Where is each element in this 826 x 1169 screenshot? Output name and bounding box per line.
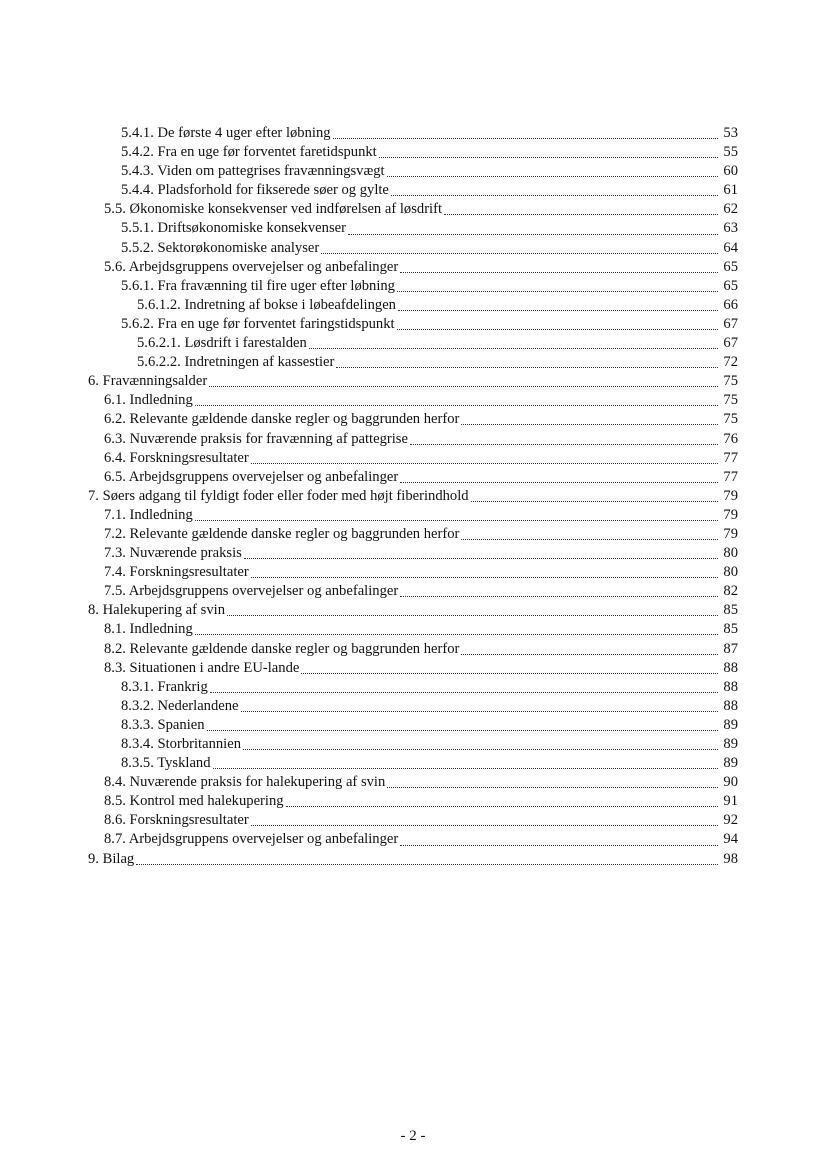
toc-entry-title [104,430,408,449]
toc-entry-text: Indledning [129,506,193,523]
toc-entry[interactable] [0,601,738,620]
toc-entry-title [121,124,331,143]
toc-entry-title [104,525,459,544]
dot-leader [213,768,718,769]
dot-leader [461,654,718,655]
toc-entry-number: 6. [88,373,99,390]
toc-entry-page: 65 [723,258,738,275]
toc-entry-text: Arbejdsgruppens overvejelser og anbefalinger [128,258,399,275]
toc-entry-text: Indretningen af kassestier [184,354,335,371]
toc-entry-title [104,506,193,525]
toc-entry-page: 79 [723,525,738,542]
toc-entry-text: Halekupering af svin [102,602,225,619]
toc-entry[interactable] [0,162,738,181]
toc-entry-number: 8.3.3. [121,716,154,733]
toc-entry-title [104,792,284,811]
dot-leader [321,253,718,254]
toc-entry-text: Fra en uge før forventet faringstidspunkt [157,315,395,332]
toc-entry[interactable] [0,640,738,659]
toc-entry[interactable] [0,773,738,792]
toc-entry[interactable] [0,735,738,754]
toc-entry-title [104,258,398,277]
dot-leader [387,787,718,788]
dot-leader [471,501,718,502]
dot-leader [241,711,718,712]
toc-entry-number: 8.2. [104,640,126,657]
toc-entry[interactable] [0,315,738,334]
toc-entry-number: 5.5.1. [121,220,154,237]
toc-entry-text: Bilag [102,850,135,867]
toc-entry-page: 75 [723,373,738,390]
dot-leader [244,558,718,559]
dot-leader [397,291,718,292]
toc-entry-page: 94 [723,831,738,848]
toc-entry[interactable] [0,353,738,372]
toc-entry-title [121,716,205,735]
toc-entry-page: 79 [723,487,738,504]
toc-entry-number: 6.5. [104,468,126,485]
toc-entry[interactable] [0,449,738,468]
toc-entry-title [104,468,398,487]
toc-entry[interactable] [0,468,738,487]
toc-entry[interactable] [0,697,738,716]
toc-entry[interactable] [0,296,738,315]
toc-entry-text: Fra en uge før forventet faretidspunkt [157,144,377,161]
dot-leader [387,176,718,177]
toc-entry-title [104,659,299,678]
toc-entry[interactable] [0,754,738,773]
toc-entry-number: 8.1. [104,621,126,638]
toc-entry-title [121,678,208,697]
toc-entry-text: Pladsforhold for fikserede søer og gylte [157,182,389,199]
toc-entry-text: Situationen i andre EU-lande [129,659,300,676]
toc-entry[interactable] [0,124,738,143]
toc-entry-title [104,544,242,563]
toc-entry-title [121,735,241,754]
toc-entry-title [104,200,442,219]
toc-entry-page: 85 [723,621,738,638]
toc-entry-number: 7. [88,487,99,504]
toc-entry-page: 62 [723,201,738,218]
toc-entry-title [121,277,395,296]
toc-entry[interactable] [0,239,738,258]
toc-entry-page: 80 [723,545,738,562]
toc-entry-page: 77 [723,468,738,485]
toc-entry[interactable] [0,563,738,582]
toc-entry-number: 6.4. [104,449,126,466]
toc-entry[interactable] [0,430,738,449]
toc-entry-number: 6.1. [104,392,126,409]
toc-entry-text: Indretning af bokse i løbeafdelingen [184,296,396,313]
toc-entry-number: 6.2. [104,411,126,428]
toc-entry-text: Nuværende praksis for fravænning af pattegrise [129,430,408,447]
toc-entry[interactable] [0,506,738,525]
toc-entry[interactable] [0,181,738,200]
toc-entry[interactable] [0,219,738,238]
toc-entry-text: Arbejdsgruppens overvejelser og anbefalinger [128,583,399,600]
dot-leader [348,234,718,235]
dot-leader [398,310,718,311]
toc-entry[interactable] [0,277,738,296]
dot-leader [379,157,718,158]
toc-entry-text: Indledning [129,392,193,409]
toc-entry-title [121,239,319,258]
dot-leader [391,195,718,196]
toc-entry-title [104,582,398,601]
toc-entry[interactable] [0,811,738,830]
toc-entry-page: 89 [723,755,738,772]
toc-entry-text: Forskningsresultater [129,449,249,466]
toc-entry-page: 53 [723,125,738,141]
toc-entry[interactable] [0,678,738,697]
toc-entry-number: 5.6. [104,258,126,275]
toc-entry-page: 88 [723,697,738,714]
toc-entry-page: 79 [723,506,738,523]
toc-entry-text: Viden om pattegrises fravænningsvægt [157,163,385,180]
toc-entry[interactable] [0,792,738,811]
toc-entry-page: 61 [723,182,738,199]
toc-entry-number: 8.7. [104,831,126,848]
toc-entry-title [121,315,395,334]
dot-leader [251,825,718,826]
toc-entry-page: 92 [723,812,738,829]
toc-entry-page: 91 [723,793,738,810]
toc-entry-page: 67 [723,335,738,352]
toc-entry-number: 8.5. [104,793,126,810]
toc-entry-page: 90 [723,774,738,791]
dot-leader [286,806,718,807]
toc-entry-number: 8.3.4. [121,736,154,752]
toc-entry-text: Fra fravænning til fire uger efter løbning [157,277,395,294]
dot-leader [444,214,718,215]
toc-entry-number: 8.3. [104,659,126,676]
toc-entry-text: Forskningsresultater [129,812,249,829]
toc-entry-text: Nuværende praksis [129,545,242,562]
toc-entry-page: 75 [723,392,738,409]
toc-entry-title [88,372,207,391]
toc-entry-page: 98 [723,850,738,867]
toc-entry-text: Forskningsresultater [129,564,249,581]
toc-entry-number: 8.3.5. [121,755,154,772]
toc-entry-page: 60 [723,163,738,180]
toc-entry-text: Fravænningsalder [102,373,208,390]
toc-entry-text: Søers adgang til fyldigt foder eller foder med højt fiberindhold [102,487,469,504]
toc-entry-number: 8.3.2. [121,697,154,714]
toc-entry[interactable] [0,372,738,391]
toc-entry-number: 5.6.1.2. [137,296,181,313]
toc-entry[interactable] [0,143,738,162]
toc-entry-text: Arbejdsgruppens overvejelser og anbefalinger [128,468,399,485]
toc-entry[interactable] [0,391,738,410]
toc-entry-number: 5.6.2. [121,315,154,332]
toc-entry-title [121,181,389,200]
toc-entry-page: 87 [723,640,738,657]
toc-entry-number: 7.5. [104,583,126,600]
toc-entry-page: 82 [723,583,738,600]
toc-entry-text: Storbritannien [157,736,241,752]
toc-entry-title [104,620,193,639]
dot-leader [336,367,718,368]
toc-entry-title [88,601,225,620]
toc-entry-text: Nederlandene [157,697,239,714]
toc-entry-number: 5.5.2. [121,239,154,256]
toc-entry-page: 88 [723,678,738,695]
toc-entry-number: 8.3.1. [121,678,154,695]
toc-entry-number: 7.3. [104,545,126,562]
dot-leader [410,444,718,445]
toc-entry-page: 75 [723,411,738,428]
dot-leader [207,730,718,731]
toc-entry-page: 63 [723,220,738,237]
toc-entry-title [104,391,193,410]
toc-entry-text: Spanien [157,716,205,733]
dot-leader [195,634,718,635]
toc-entry-title [104,563,249,582]
dot-leader [400,272,718,273]
toc-entry-page: 64 [723,239,738,256]
toc-entry-number: 8. [88,602,99,619]
toc-entry-text: Økonomiske konsekvenser ved indførelsen af løsdrift [129,201,443,218]
toc-entry[interactable] [0,200,738,219]
toc-entry-page: 72 [723,354,738,371]
dot-leader [461,539,718,540]
toc-entry-page: 88 [723,659,738,676]
toc-entry-number: 5.4.2. [121,144,154,161]
toc-entry-title [121,754,211,773]
dot-leader [251,577,718,578]
toc-entry-title [104,449,249,468]
toc-entry-text: Driftsøkonomiske konsekvenser [157,220,346,237]
toc-entry-page: 55 [723,144,738,161]
toc-entry[interactable] [0,544,738,563]
toc-entry-number: 7.1. [104,506,126,523]
toc-entry-title [104,640,459,659]
toc-entry-number: 6.3. [104,430,126,447]
dot-leader [209,386,718,387]
toc-entry-title [104,410,459,429]
toc-entry-text: De første 4 uger efter løbning [157,125,331,141]
dot-leader [461,424,718,425]
toc-entry-text: Tyskland [157,755,211,772]
toc-entry-title [137,296,396,315]
toc-entry[interactable] [0,620,738,639]
toc-entry-text: Relevante gældende danske regler og baggrunden herfor [129,640,460,657]
toc-entry-text: Indledning [129,621,193,638]
dot-leader [301,673,718,674]
toc-entry-title [88,487,469,506]
toc-entry-page: 89 [723,716,738,733]
toc-entry-number: 8.6. [104,812,126,829]
toc-entry-page: 65 [723,277,738,294]
toc-entry-number: 7.2. [104,525,126,542]
dot-leader [400,596,718,597]
toc-entry[interactable] [0,525,738,544]
dot-leader [309,348,718,349]
toc-entry[interactable] [0,258,738,277]
toc-entry-page: 67 [723,315,738,332]
toc-entry[interactable] [0,850,738,869]
dot-leader [397,329,718,330]
toc-entry-number: 8.4. [104,774,126,791]
dot-leader [210,692,718,693]
toc-entry-page: 80 [723,564,738,581]
dot-leader [400,482,718,483]
toc-entry[interactable] [0,830,738,849]
dot-leader [195,520,718,521]
toc-entry-number: 7.4. [104,564,126,581]
table-of-contents [0,124,826,869]
toc-entry[interactable] [0,582,738,601]
dot-leader [251,463,718,464]
toc-entry-text: Arbejdsgruppens overvejelser og anbefalinger [128,831,399,848]
toc-entry[interactable] [0,716,738,735]
dot-leader [333,138,718,139]
toc-entry-title [88,850,134,869]
page-number: - 2 - [400,1128,426,1144]
dot-leader [136,864,718,865]
toc-entry-number: 5.6.2.1. [137,335,181,352]
toc-entry-title [104,811,249,830]
toc-entry[interactable] [0,487,738,506]
dot-leader [243,749,718,750]
toc-entry[interactable] [0,334,738,353]
toc-entry-page: 77 [723,449,738,466]
toc-entry[interactable] [0,659,738,678]
toc-entry-text: Løsdrift i farestalden [184,335,307,352]
toc-entry[interactable] [0,410,738,429]
dot-leader [227,615,718,616]
toc-entry-number: 5.4.1. [121,125,154,141]
toc-entry-title [121,697,239,716]
toc-entry-title [104,773,385,792]
toc-entry-text: Kontrol med halekupering [129,793,284,810]
dot-leader [195,405,718,406]
toc-entry-number: 5.6.1. [121,277,154,294]
toc-entry-title [121,143,377,162]
toc-entry-number: 5.5. [104,201,126,218]
toc-entry-title [121,219,346,238]
toc-entry-title [137,353,334,372]
dot-leader [400,845,718,846]
toc-entry-title [104,830,398,849]
toc-entry-number: 9. [88,850,99,867]
toc-entry-number: 5.4.3. [121,163,154,180]
toc-entry-title [121,162,385,181]
toc-entry-text: Sektorøkonomiske analyser [157,239,320,256]
toc-entry-text: Frankrig [157,678,208,695]
toc-entry-page: 76 [723,430,738,447]
toc-entry-page: 66 [723,296,738,313]
toc-entry-number: 5.4.4. [121,182,154,199]
toc-entry-text: Relevante gældende danske regler og baggrunden herfor [129,411,460,428]
toc-entry-text: Relevante gældende danske regler og baggrunden herfor [129,525,460,542]
toc-entry-page: 89 [723,736,738,752]
toc-entry-title [137,334,307,353]
toc-entry-text: Nuværende praksis for halekupering af svin [129,774,386,791]
toc-entry-page: 85 [723,602,738,619]
toc-entry-number: 5.6.2.2. [137,354,181,371]
